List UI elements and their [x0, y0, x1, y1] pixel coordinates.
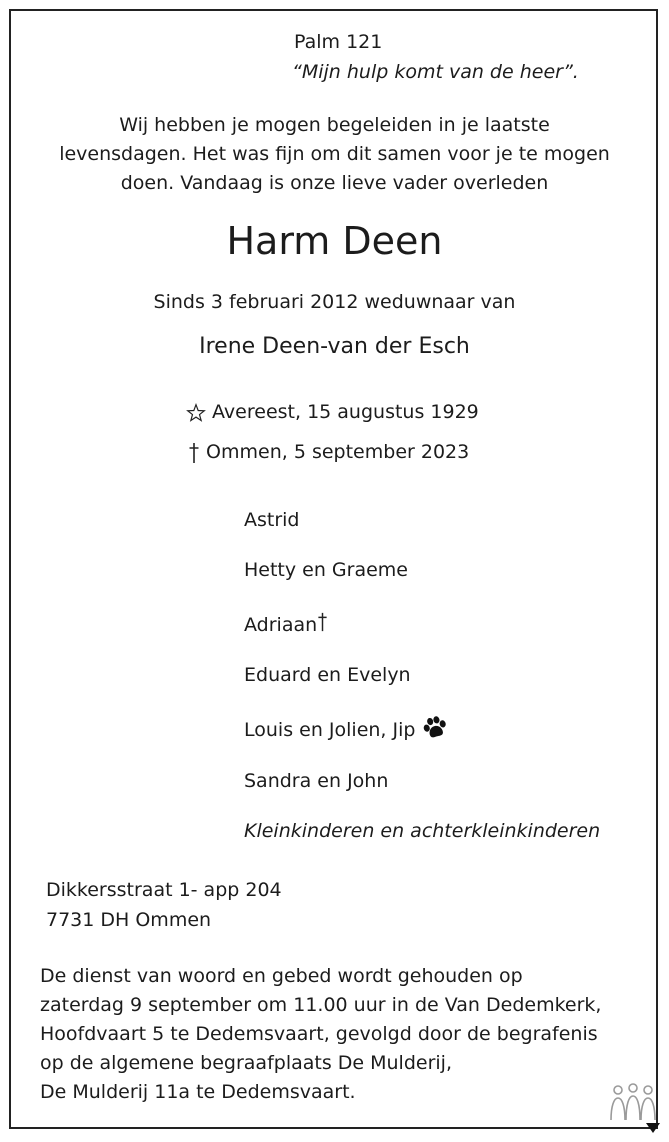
address-line-2: 7731 DH Ommen: [46, 909, 212, 931]
family-member-with-cross: [244, 613, 328, 637]
family-member: Astrid: [244, 509, 300, 531]
cross-icon: [317, 611, 328, 633]
arrow-down-icon[interactable]: [645, 1122, 661, 1134]
psalm-reference: Palm 121: [294, 31, 383, 53]
born-line: [186, 400, 479, 424]
family-member: Hetty en Graeme: [244, 559, 408, 581]
intro-line-3: doen. Vandaag is onze lieve vader overleden: [120, 172, 549, 194]
family-member-with-paw: [244, 718, 448, 742]
family-member: Louis en Jolien, Jip: [244, 719, 416, 741]
died-text: Ommen, 5 september 2023: [206, 441, 470, 463]
psalm-quote: “Mijn hulp komt van de heer”.: [292, 61, 579, 83]
service-line-4: op de algemene begraafplaats De Mulderij,: [40, 1052, 452, 1074]
service-line-5: De Mulderij 11a te Dedemsvaart.: [40, 1081, 356, 1103]
deceased-name: Harm Deen: [226, 219, 443, 263]
star-outline-icon: [186, 403, 206, 423]
grandchildren: Kleinkinderen en achterkleinkinderen: [244, 820, 601, 842]
paw-icon: [422, 716, 448, 740]
widower-line: Sinds 3 februari 2012 weduwnaar van: [153, 291, 516, 313]
service-line-2: zaterdag 9 september om 11.00 uur in de Van Dedemkerk,: [40, 994, 602, 1016]
intro-line-2: levensdagen. Het was fijn om dit samen voor je te mogen: [59, 143, 610, 165]
intro-line-1: Wij hebben je mogen begeleiden in je laatste: [119, 114, 550, 136]
family-member: Adriaan: [244, 614, 318, 636]
service-line-1: De dienst van woord en gebed wordt gehouden op: [40, 965, 523, 987]
spouse-name: Irene Deen-van der Esch: [199, 334, 470, 359]
family-member: Eduard en Evelyn: [244, 664, 411, 686]
address-line-1: Dikkersstraat 1- app 204: [46, 879, 282, 901]
service-line-3: Hoofdvaart 5 te Dedemsvaart, gevolgd door de begrafenis: [40, 1023, 598, 1045]
people-logo-icon: [606, 1082, 660, 1124]
cross-icon: [188, 442, 200, 464]
died-line: [188, 440, 469, 464]
family-member: Sandra en John: [244, 770, 389, 792]
born-text: Avereest, 15 augustus 1929: [212, 401, 479, 423]
